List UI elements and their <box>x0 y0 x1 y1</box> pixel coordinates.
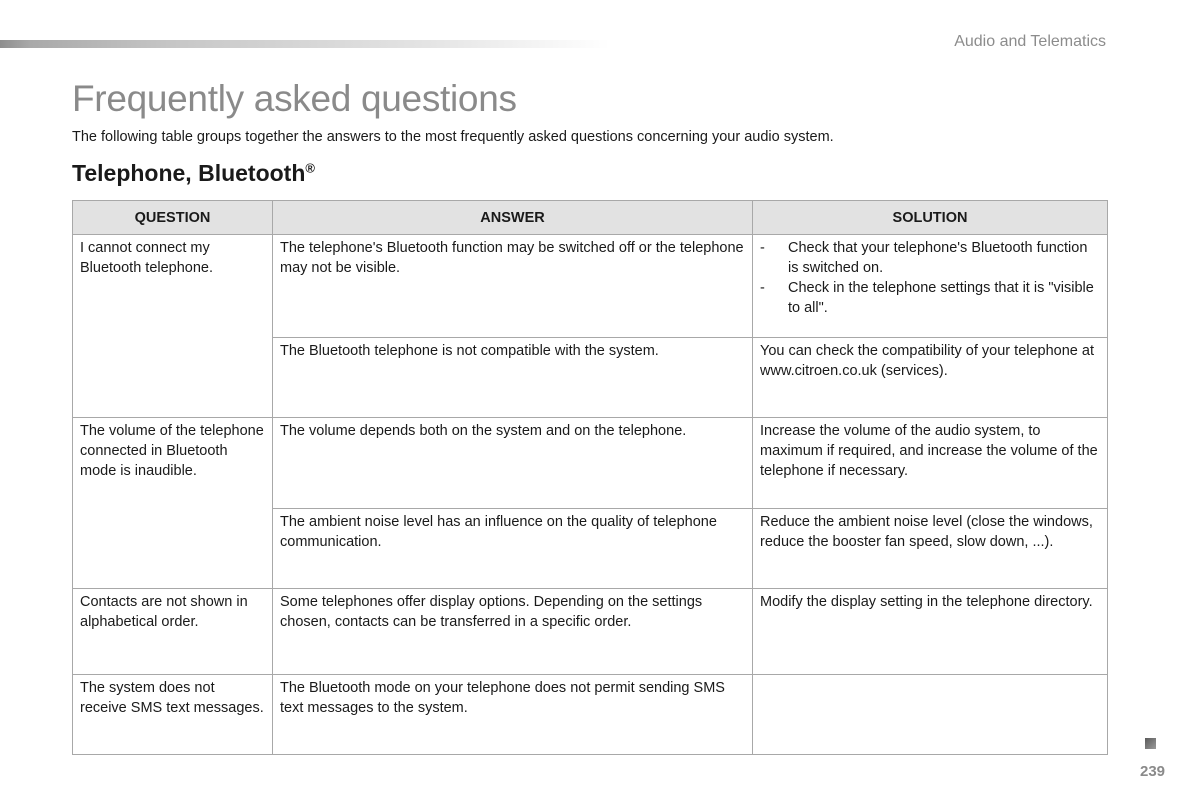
question-cell: The system does not receive SMS text messages. <box>73 675 273 755</box>
table-row <box>73 418 1108 509</box>
question-cell: I cannot connect my Bluetooth telephone. <box>73 235 273 418</box>
solution-cell: You can check the compatibility of your telephone at www.citroen.co.uk (services). <box>753 338 1108 418</box>
answer-cell: The Bluetooth telephone is not compatible with the system. <box>273 338 753 418</box>
bullet-dash: - <box>760 240 765 256</box>
solution-cell: Modify the display setting in the telephone directory. <box>753 589 1108 675</box>
solution-list <box>760 238 1100 318</box>
intro-text: The following table groups together the answers to the most frequently asked questions concerning your audio system. <box>72 129 834 145</box>
table-row <box>73 675 1108 755</box>
solution-cell: Increase the volume of the audio system, to maximum if required, and increase the volume of the telephone if necessary. <box>753 418 1108 509</box>
column-header-answer: ANSWER <box>273 201 753 235</box>
question-cell: The volume of the telephone connected in Bluetooth mode is inaudible. <box>73 418 273 589</box>
faq-table <box>72 200 1108 755</box>
solution-cell <box>753 675 1108 755</box>
page-corner-square-icon <box>1145 738 1156 749</box>
section-heading-text: Telephone, Bluetooth <box>72 160 306 186</box>
registered-mark: ® <box>305 160 315 176</box>
table-row <box>73 589 1108 675</box>
solution-list-item <box>760 278 1100 318</box>
column-header-solution: SOLUTION <box>753 201 1108 235</box>
bullet-dash: - <box>760 280 765 296</box>
question-cell: Contacts are not shown in alphabetical order. <box>73 589 273 675</box>
solution-list-item <box>760 238 1100 278</box>
section-heading <box>72 160 315 187</box>
section-title: Audio and Telematics <box>954 33 1106 50</box>
answer-cell: The ambient noise level has an influence on the quality of telephone communication. <box>273 509 753 589</box>
page-number: 239 <box>1140 763 1166 780</box>
answer-cell: Some telephones offer display options. Depending on the settings chosen, contacts can be transferred in a specific order. <box>273 589 753 675</box>
header-decorative-bar <box>0 40 610 48</box>
solution-list-text: Check in the telephone settings that it is "visible to all". <box>788 280 1094 316</box>
solution-cell: Reduce the ambient noise level (close the windows, reduce the booster fan speed, slow down, ...). <box>753 509 1108 589</box>
answer-cell: The volume depends both on the system and on the telephone. <box>273 418 753 509</box>
table-row <box>73 235 1108 338</box>
answer-cell: The telephone's Bluetooth function may be switched off or the telephone may not be visible. <box>273 235 753 338</box>
table-header-row <box>73 201 1108 235</box>
answer-cell: The Bluetooth mode on your telephone does not permit sending SMS text messages to the system. <box>273 675 753 755</box>
column-header-question: QUESTION <box>73 201 273 235</box>
page-title: Frequently asked questions <box>72 78 517 119</box>
solution-cell <box>753 235 1108 338</box>
solution-list-text: Check that your telephone's Bluetooth function is switched on. <box>788 240 1088 276</box>
